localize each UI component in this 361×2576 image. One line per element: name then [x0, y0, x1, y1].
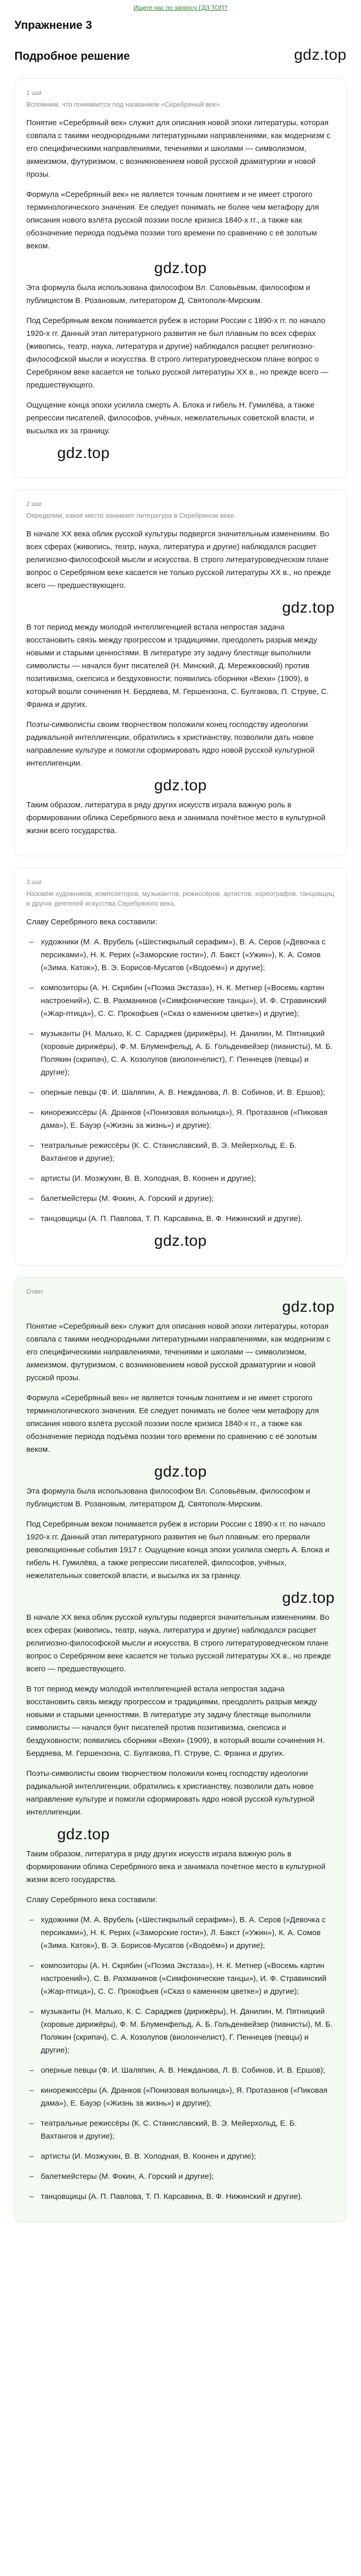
list-item: – балетмейстеры (М. Фокин, А. Горский и другие); — [29, 2170, 335, 2183]
list-item: – театральные режиссёры (К. С. Станиславский, В. Э. Мейерхольд, Е. Б. Вахтангов и другие); — [29, 2117, 335, 2143]
watermark: gdz.top — [154, 1232, 207, 1249]
step-paragraph: Понятие «Серебряный век» служит для описания новой эпохи литературы, которая совпала с такими неоднородными литературными направлениями, как модернизм с его специфическими направлениями, течениями и школами — символизмом, акмеизмом, футуризмом, с возникновением новой русской драматургии и новой прозы. — [26, 118, 331, 179]
step-paragraph: Под Серебряным веком понимается рубеж в истории России с 1890-х гг. по начало 1920-х гг. Данный этап литературного развития не был плавным по всех сферах (живопись, театр, наука, литература и другие) наблюдался расцвет религиозно-философской мысли и искусства. В строго литературоведческом плане вопрос о Серебряном веке касается не только русской литературы XX в., но прежде всего — предшествующего. — [26, 316, 329, 389]
answer-artists-list — [29, 1913, 335, 2203]
step-paragraph: Эта формула была использована философом Вл. Соловьёвым, философом и публицистом В. Розановым, литератором Д. Святополк-Мирским. — [26, 283, 310, 305]
search-hint-link[interactable]: Ищете нас по запросу ГДЗ ТОП? — [133, 4, 228, 11]
list-item: – музыканты (Н. Малько, К. С. Сараджев (дирижёры), Н. Данилин, М. Пятницкий (хоровые дирижёры), Ф. М. Блуменфельд, А. Б. Гольденвейзер (пианисты), М. Б. Полякин (скрипач), С. А. Козолупов (виолончелист), Г. Пеннецев (певцы) и другие); — [29, 1027, 335, 1079]
content — [0, 19, 361, 2222]
answer-paragraph: В тот период между молодой интеллигенцией встала непростая задача восстановить связь между прогрессом и традициями, преодолеть разрыв между новыми и старыми ценностями. В литературе эту задачу блестяще выполнили символисты — начался бунт писателей против позитивизма, скепсиса и бездуховности; появились сборники «Вехи» (1909), в который вошли сочинения Н. Бердяева, М. Гершензона, С. Булгакова, П. Струве, С. Франка и других. — [26, 1685, 325, 1758]
step-paragraph: Формула «Серебряный век» не является точным понятием и не имеет строгого терминологического значения. Ее следует понимать не более чем метафору для описания нового взлёта русской поэзии после кризиса 1840-х гг., а также как обозначение периода подъёма поэзии того времени по сравнению с её золотым веком. — [26, 190, 319, 250]
answer-paragraph: В начале XX века облик русской культуры подвергся значительным изменениям. Во всех сферах (живопись, театр, наука, литература и другие) наблюдался расцвет религиозно-философской мысли и искусства. В строго литературоведческом плане вопрос о Серебряном веке касается не только русской литературы XX в., но прежде всего — предшествующего. — [26, 1613, 331, 1673]
watermark: gdz.top — [282, 599, 335, 616]
answer-label: Ответ — [26, 1288, 43, 1295]
list-item: – артисты (И. Мозжухин, В. В. Холодная, В. Коонен и другие); — [29, 2150, 335, 2163]
list-item: – оперные певцы (Ф. И. Шаляпин, А. В. Нежданова, Л. В. Собинов, И. В. Ершов); — [29, 1086, 335, 1099]
watermark: gdz.top — [57, 1826, 110, 1843]
list-item: – кинорежиссёры (А. Дранков («Понизовая вольница»), Я. Протазанов («Пиковая дама»), Е. Бауэр («Жизнь за жизнь») и другие); — [29, 1106, 335, 1132]
watermark: gdz.top — [154, 777, 207, 794]
watermark: gdz.top — [57, 445, 110, 462]
top-banner — [0, 0, 361, 15]
answer-paragraph: Поэты-символисты своим творчеством положили конец господству идеологии радикальной интеллигенции, обратились к христианству, позволили дать новое направление культуре и помогли сформировать ядро новой русской культурной интеллигенции. — [26, 1769, 315, 1817]
solution-title: Подробное решение — [14, 49, 130, 62]
watermark: gdz.top — [294, 46, 347, 63]
step-label: 3 шаг — [26, 878, 42, 886]
step-paragraph: В тот период между молодой интеллигенцией встала непростая задача восстановить связь между прогрессом и традициями, преодолеть разрыв между новыми и старыми ценностями. В литературе эту задачу блестяще выполнили символисты — начался бунт писателей (Н. Минский, Д. Мережковский) против позитивизма, скепсиса и бездуховности; появились сборники «Вехи» (1909), в который вошли сочинения Н. Бердяева, М. Гершензона, С. Булгакова, П. Струве, С. Франка и других. — [26, 623, 329, 709]
step-card-1 — [14, 78, 347, 478]
step-paragraph: Ощущение конца эпохи усилила смерть А. Блока и гибель Н. Гумилёва, а также репрессии писателей, философов, учёных, нежелательных советской власти, и высылка их за границу. — [26, 401, 315, 435]
list-item: – танцовщицы (А. П. Павлова, Т. П. Карсавина, В. Ф. Нижинский и другие). — [29, 1212, 335, 1225]
list-item: – художники (М. А. Врубель («Шестикрылый серафим»), В. А. Серов («Девочка с персиками»), Н. К. Рерих («Заморские гости»), Л. Бакст («Ужин»), К. А. Сомов («Зима. Каток»), В. Э. Борисов-Мусатов («Водоём») и другие); — [29, 936, 335, 974]
step-question: Определим, какое место занимает литература в Серебряном веке. — [26, 512, 236, 519]
step-label: 1 шаг — [26, 89, 42, 96]
list-intro: Славу Серебряного века составили: — [26, 1895, 157, 1904]
list-item: – танцовщицы (А. П. Павлова, Т. П. Карсавина, В. Ф. Нижинский и другие). — [29, 2190, 335, 2203]
watermark: gdz.top — [154, 260, 207, 277]
step-card-2 — [14, 489, 347, 856]
list-intro: Славу Серебряного века составили: — [26, 918, 157, 926]
step-paragraph: В начале XX века облик русской культуры подвергся значительным изменениям. Во всех сферах (живопись, театр, наука, литература и другие) наблюдался расцвет религиозно-философской мысли и искусства. В строго литературоведческом плане вопрос о Серебряном веке касается не только русской литературы XX в., но прежде всего — предшествующего. — [26, 530, 331, 590]
list-item: – художники (М. А. Врубель («Шестикрылый серафим»), В. А. Серов («Девочка с персиками»), Н. К. Рерих («Заморские гости»), Л. Бакст («Ужин»), К. А. Сомов («Зима. Каток»), В. Э. Борисов-Мусатов («Водоём») и другие); — [29, 1913, 335, 1952]
step-paragraph: Таким образом, литература в ряду других искусств играла важную роль в формировании облика Серебряного века и занимала почётное место в культурной жизни всего государства. — [26, 801, 326, 835]
list-item: – композиторы (А. Н. Скрябин («Поэма Экстаза»), Н. К. Метнер («Восемь картин настроений»), С. В. Рахманинов («Симфонические танцы»), И. Ф. Стравинский («Жар-птица»), С. С. Прокофьев («Сказ о каменном цветке») и другие); — [29, 1959, 335, 1998]
list-item: – артисты (И. Мозжухин, В. В. Холодная, В. Коонен и другие); — [29, 1172, 335, 1185]
artists-list — [29, 936, 335, 1225]
step-question: Назовём художников, композиторов, музыкантов, режиссёров, артистов, хореографов, танцовщиц и других деятелей искусства Серебряного века. — [26, 890, 334, 907]
list-item: – кинорежиссёры (А. Дранков («Понизовая вольница»), Я. Протазанов («Пиковая дама»), Е. Бауэр («Жизнь за жизнь») и другие); — [29, 2084, 335, 2110]
list-item: – оперные певцы (Ф. И. Шаляпин, А. В. Нежданова, Л. В. Собинов, И. В. Ершов); — [29, 2064, 335, 2077]
answer-card — [14, 1277, 347, 2222]
answer-paragraph: Понятие «Серебряный век» служит для описания новой эпохи литературы, которая совпала с такими неоднородными литературными направлениями, как модернизм с его специфическими направлениями, течениями и школами — символизмом, акмеизмом, футуризмом, с возникновением новой русской драматургии и новой русской прозы. — [26, 1322, 331, 1382]
step-paragraph: Поэты-символисты своим творчеством положили конец господству идеологии радикальной интеллигенции, обратились к христианству, позволили дать новое направление культуре и помогли сформировать ядро новой русской культурной интеллигенции. — [26, 720, 315, 768]
step-question: Вспомним, что понимается под названием «Серебряный век». — [26, 100, 222, 108]
list-item: – композиторы (А. Н. Скрябин («Поэма Экстаза»), Н. К. Метнер («Восемь картин настроений»), С. В. Рахманинов («Симфонические танцы»), И. Ф. Стравинский («Жар-птица»), С. С. Прокофьев («Сказ о каменном цветке») и другие); — [29, 981, 335, 1020]
exercise-title: Упражнение 3 — [14, 19, 92, 31]
watermark: gdz.top — [282, 1298, 335, 1315]
list-item: – музыканты (Н. Малько, К. С. Сараджев (дирижёры), Н. Данилин, М. Пятницкий (хоровые дирижёры), Ф. М. Блуменфельд, А. Б. Гольденвейзер (пианисты), М. Б. Полякин (скрипач), С. А. Козолупов (виолончелист), Г. Пеннецев (певцы) и другие); — [29, 2005, 335, 2057]
answer-paragraph: Эта формула была использована философом Вл. Соловьёвым, философом и публицистом В. Розановым, литератором Д. Святополк-Мирским. — [26, 1487, 310, 1509]
list-item: – балетмейстеры (М. Фокин, А. Горский и другие); — [29, 1192, 335, 1205]
watermark: gdz.top — [154, 1463, 207, 1480]
answer-paragraph: Формула «Серебряный век» не является точным понятием и не имеет строгого терминологического значения. Её следует понимать не более чем метафору для описания нового взлёта русской поэзии после кризиса 1840-х гг., а также как обозначение периода подъёма поэзии того времени по сравнению с её золотым веком. — [26, 1394, 319, 1454]
list-item: – театральные режиссёры (К. С. Станиславский, В. Э. Мейерхольд, Е. Б. Вахтангов и другие); — [29, 1139, 335, 1165]
step-card-3 — [14, 868, 347, 1266]
step-label: 2 шаг — [26, 500, 42, 507]
answer-paragraph: Под Серебряным веком понимается рубеж в истории России с 1890-х гг. по начало 1920-х гг. Данный этап литературного развития не был плавным: его прервали революционные события 1917 г. Ощущение конца эпохи усилила смерть А. Блока и гибель Н. Гумилёва, а также репрессии писателей, философов, учёных, нежелательных советской власти, и высылка их за границу. — [26, 1520, 330, 1580]
watermark: gdz.top — [282, 1589, 335, 1606]
answer-paragraph: Таким образом, литература в ряду других искусств играла важную роль в формировании облика Серебряного века и занимала почётное место в культурной жизни всего государства. — [26, 1850, 326, 1884]
solution-header — [14, 46, 347, 64]
